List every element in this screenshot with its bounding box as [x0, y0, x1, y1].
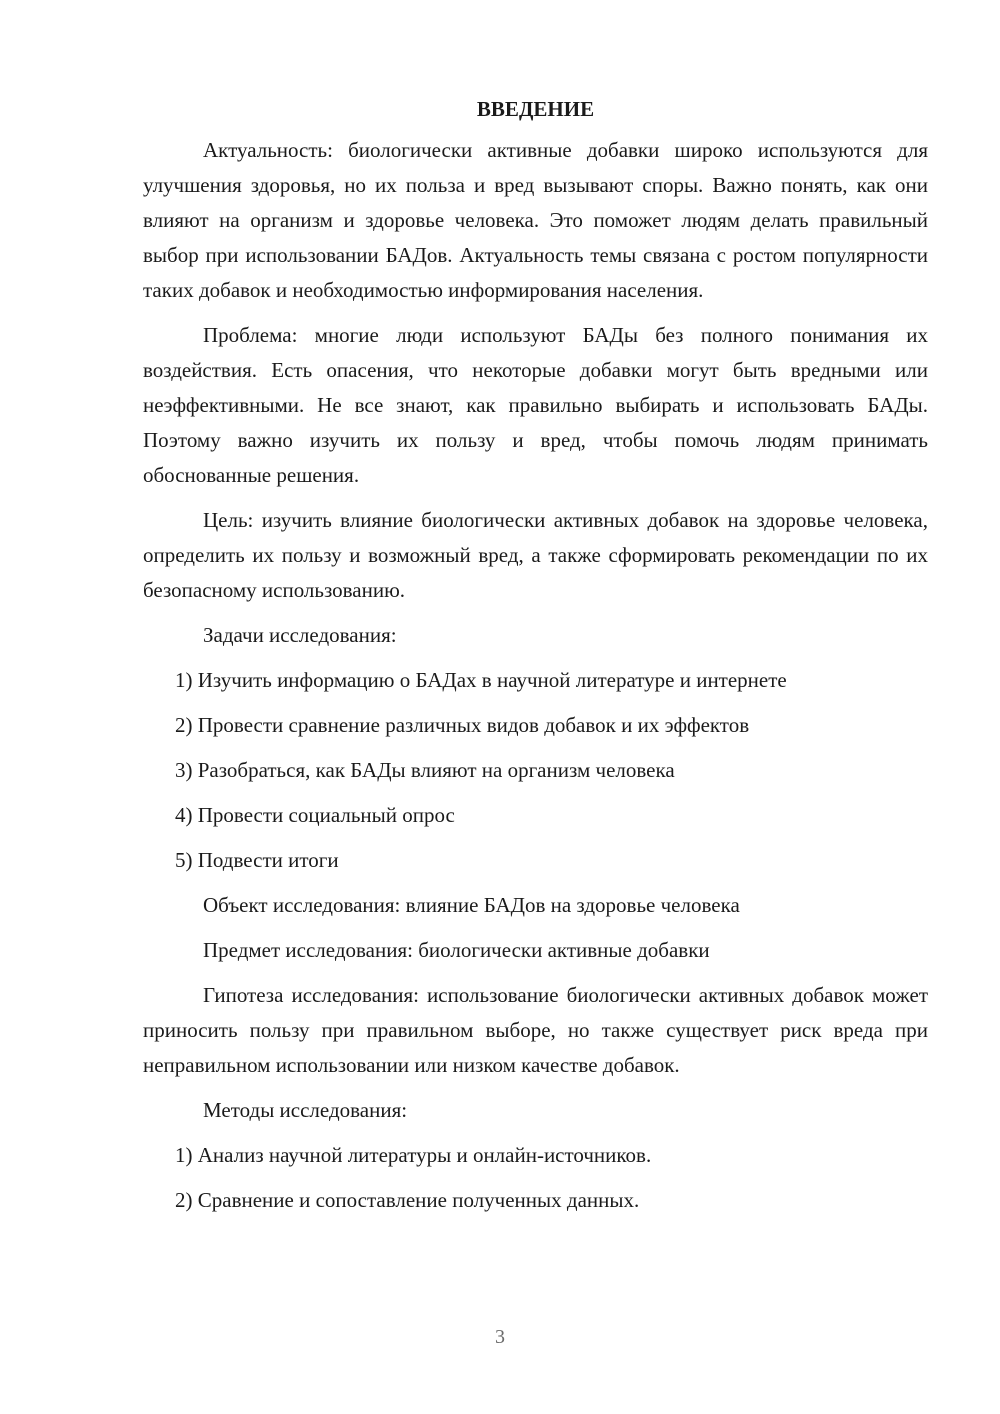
document-page	[143, 92, 928, 1228]
methods-list	[143, 1138, 928, 1218]
object-line: Объект исследования: влияние БАДов на здоровье человека	[203, 893, 740, 917]
methods-label: Методы исследования:	[203, 1098, 408, 1122]
list-item: 1) Изучить информацию о БАДах в научной литературе и интернете	[175, 668, 787, 692]
subject-line: Предмет исследования: биологически активные добавки	[203, 938, 710, 962]
hypothesis-paragraph: Гипотеза исследования: использование биологически активных добавок может приносить пользу при правильном выборе, но также существует риск вреда при неправильном использовании или низком качестве добавок.	[143, 983, 928, 1077]
page-title: ВВЕДЕНИЕ	[476, 97, 595, 121]
list-item: 3) Разобраться, как БАДы влияют на организм человека	[175, 758, 675, 782]
tasks-label: Задачи исследования:	[203, 623, 397, 647]
relevance-paragraph: Актуальность: биологически активные добавки широко используются для улучшения здоровья, но их польза и вред вызывают споры. Важно понять, как они влияют на организм и здоровье человека. Это поможет людям делать правильный выбор при использовании БАДов. Актуальность темы связана с ростом популярности таких добавок и необходимостью информирования населения.	[143, 138, 928, 302]
list-item: 4) Провести социальный опрос	[175, 803, 455, 827]
problem-paragraph: Проблема: многие люди используют БАДы без полного понимания их воздействия. Есть опасения, что некоторые добавки могут быть вредными или неэффективными. Не все знают, как правильно выбирать и использовать БАДы. Поэтому важно изучить их пользу и вред, чтобы помочь людям принимать обоснованные решения.	[143, 323, 928, 487]
list-item: 5) Подвести итоги	[175, 848, 339, 872]
page-number: 3	[495, 1326, 505, 1348]
list-item: 2) Сравнение и сопоставление полученных данных.	[175, 1188, 640, 1212]
tasks-list	[143, 663, 928, 878]
goal-paragraph: Цель: изучить влияние биологически активных добавок на здоровье человека, определить их пользу и возможный вред, а также сформировать рекомендации по их безопасному использованию.	[143, 508, 928, 602]
list-item: 2) Провести сравнение различных видов добавок и их эффектов	[175, 713, 750, 737]
list-item: 1) Анализ научной литературы и онлайн-источников.	[175, 1143, 652, 1167]
